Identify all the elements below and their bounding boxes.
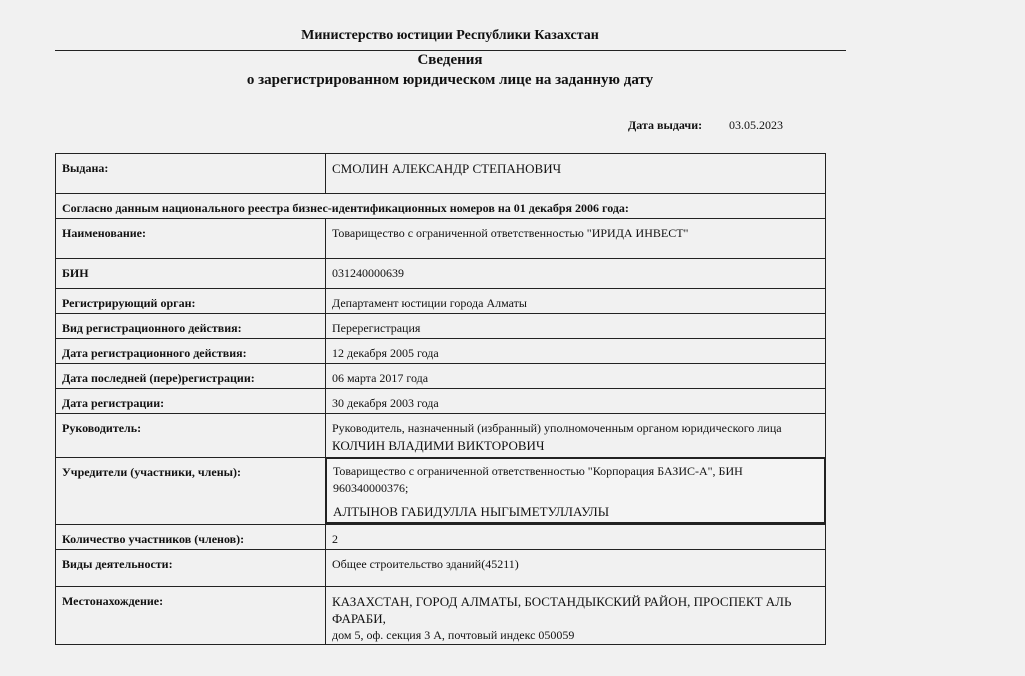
action-type-label: Вид регистрационного действия: (56, 314, 326, 339)
table-row (56, 314, 826, 339)
action-date-label: Дата регистрационного действия: (56, 339, 326, 364)
members-count-value: 2 (326, 525, 826, 550)
location-line: дом 5, оф. секция 3 А, почтовый индекс 050059 (332, 628, 575, 642)
members-count-label: Количество участников (членов): (56, 525, 326, 550)
issued-to-name: СМОЛИН АЛЕКСАНДР СТЕПАНОВИЧ (332, 161, 562, 176)
table-row (56, 458, 826, 525)
issued-to-value (326, 154, 826, 194)
table-row (56, 289, 826, 314)
table-row (56, 525, 826, 550)
issue-date-label: Дата выдачи: (628, 118, 703, 132)
table-row (56, 414, 826, 458)
company-info-table (55, 153, 826, 645)
table-row (56, 587, 826, 645)
founder-entry: Товарищество с ограниченной ответственностью "Корпорация БАЗИС-А", БИН 960340000376; (333, 464, 743, 495)
table-row (56, 550, 826, 587)
activity-label: Виды деятельности: (56, 550, 326, 587)
head-label: Руководитель: (56, 414, 326, 458)
action-date-value: 12 декабря 2005 года (326, 339, 826, 364)
bin-label: БИН (56, 259, 326, 289)
founders-value (326, 458, 826, 525)
reg-date-label: Дата регистрации: (56, 389, 326, 414)
issue-date-value: 03.05.2023 (729, 118, 783, 132)
table-row (56, 219, 826, 259)
head-position: Руководитель, назначенный (избранный) уполномоченным органом юридического лица (332, 421, 782, 435)
document-subtitle: о зарегистрированном юридическом лице на заданную дату (246, 72, 654, 88)
reg-date-value: 30 декабря 2003 года (326, 389, 826, 414)
table-row (56, 339, 826, 364)
registry-note: Согласно данным национального реестра бизнес-идентификационных номеров на 01 декабря 2006 года: (56, 194, 826, 219)
table-row (56, 154, 826, 194)
founders-label: Учредители (участники, члены): (56, 458, 326, 525)
founder-entry: АЛТЫНОВ ГАБИДУЛЛА НЫГЫМЕТУЛЛАУЛЫ (333, 504, 610, 519)
table-row (56, 259, 826, 289)
founders-box (326, 458, 826, 524)
head-value (326, 414, 826, 458)
location-label: Местонахождение: (56, 587, 326, 645)
document-title: Сведения (417, 52, 483, 68)
issued-to-label: Выдана: (56, 154, 326, 194)
location-line: КАЗАХСТАН, ГОРОД АЛМАТЫ, БОСТАНДЫКСКИЙ РАЙОН, ПРОСПЕКТ АЛЬ ФАРАБИ, (332, 594, 792, 626)
last-reg-label: Дата последней (пере)регистрации: (56, 364, 326, 389)
ministry-heading: Министерство юстиции Республики Казахстан (301, 28, 599, 43)
location-value (326, 587, 826, 645)
table-row (56, 364, 826, 389)
last-reg-value: 06 марта 2017 года (326, 364, 826, 389)
header-divider (55, 50, 846, 51)
head-name: КОЛЧИН ВЛАДИМИ ВИКТОРОВИЧ (332, 438, 545, 453)
name-value: Товарищество с ограниченной ответственностью "ИРИДА ИНВЕСТ" (326, 219, 826, 259)
authority-label: Регистрирующий орган: (56, 289, 326, 314)
activity-value: Общее строительство зданий(45211) (326, 550, 826, 587)
table-row (56, 194, 826, 219)
action-type-value: Перерегистрация (326, 314, 826, 339)
bin-value: 031240000639 (326, 259, 826, 289)
authority-value: Департамент юстиции города Алматы (326, 289, 826, 314)
name-label: Наименование: (56, 219, 326, 259)
table-row (56, 389, 826, 414)
